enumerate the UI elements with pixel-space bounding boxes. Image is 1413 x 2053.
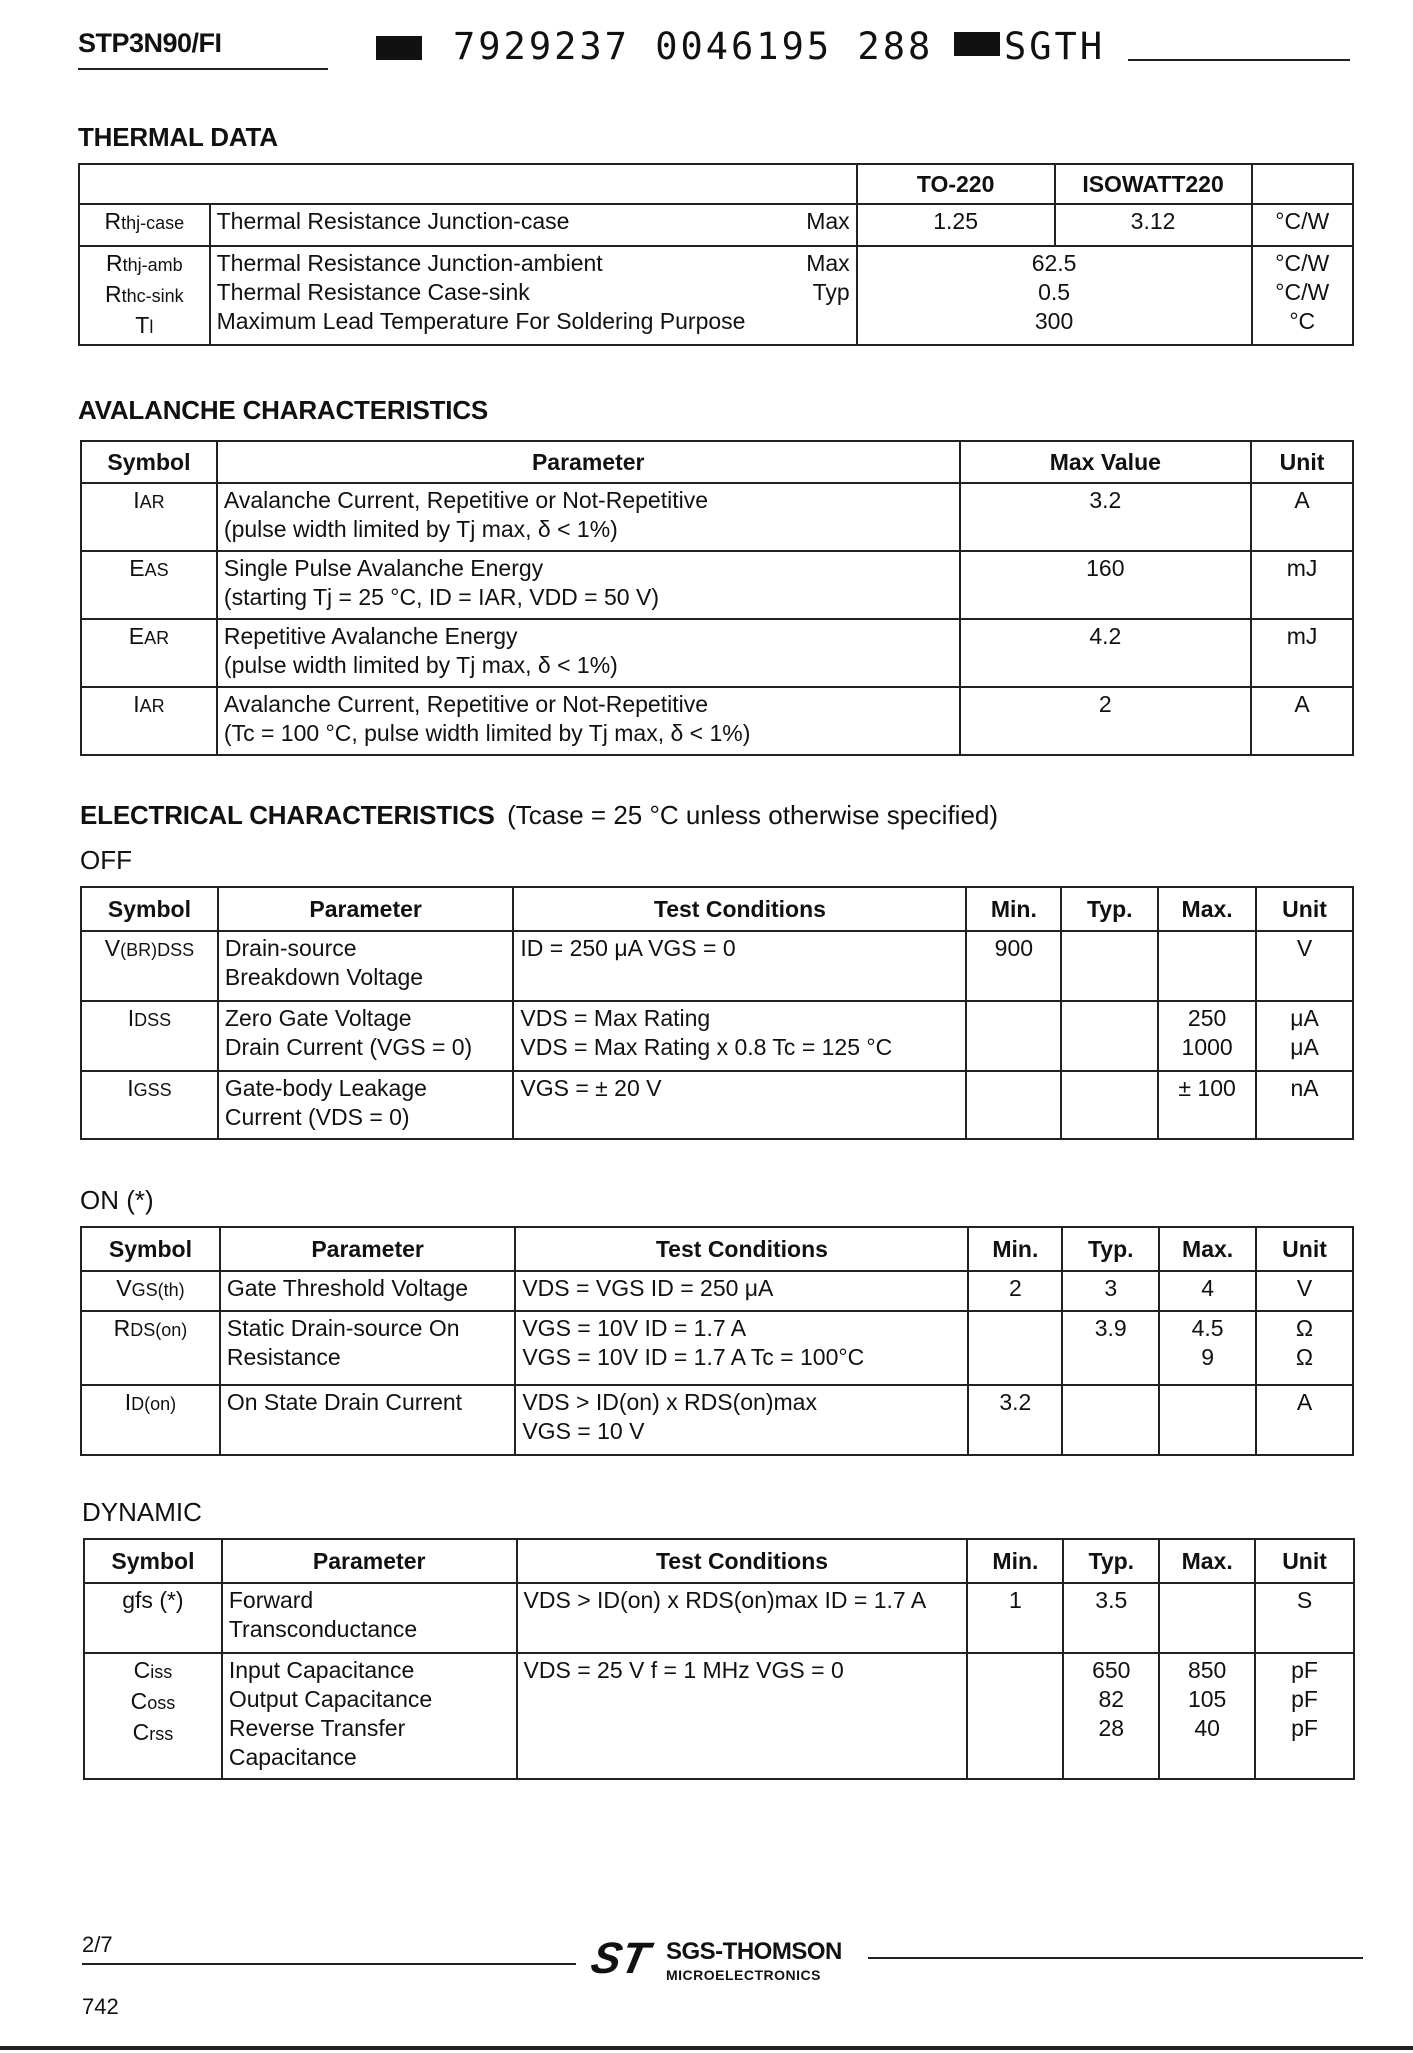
off-typ bbox=[1061, 1001, 1158, 1071]
thermal-unit: °C/W bbox=[1252, 204, 1354, 246]
footer-rule-left bbox=[82, 1963, 576, 1965]
off-col-unit: Unit bbox=[1256, 887, 1353, 931]
thermal-symbols: Rthj-amb Rthc-sink Tl bbox=[79, 246, 210, 345]
dyn-min: 1 bbox=[967, 1583, 1063, 1653]
page-number: 2/7 bbox=[82, 1932, 113, 1957]
off-symbol: IDSS bbox=[81, 1001, 218, 1071]
avalanche-value: 3.2 bbox=[960, 483, 1252, 551]
thermal-param: Thermal Resistance Junction-case Max bbox=[210, 204, 857, 246]
cap-typ: 650 82 28 bbox=[1063, 1653, 1159, 1779]
on-col-unit: Unit bbox=[1256, 1227, 1353, 1271]
off-col-test: Test Conditions bbox=[513, 887, 966, 931]
thermal-iso-value: 3.12 bbox=[1055, 204, 1252, 246]
company-division: MICROELECTRONICS bbox=[666, 1967, 821, 1983]
footer-rule-right bbox=[868, 1957, 1363, 1959]
on-unit: Ω Ω bbox=[1256, 1311, 1353, 1385]
on-max bbox=[1159, 1385, 1256, 1455]
dyn-test: VDS > ID(on) x RDS(on)max ID = 1.7 A bbox=[517, 1583, 968, 1653]
dynamic-table bbox=[83, 1538, 1355, 1780]
dyn-col-symbol: Symbol bbox=[84, 1539, 222, 1583]
on-param: Static Drain-source On Resistance bbox=[220, 1311, 515, 1385]
avalanche-symbol: IAR bbox=[81, 687, 217, 755]
on-typ bbox=[1062, 1385, 1159, 1455]
on-symbol: ID(on) bbox=[81, 1385, 220, 1455]
avalanche-table bbox=[80, 440, 1354, 756]
off-typ bbox=[1061, 1071, 1158, 1139]
table-row bbox=[81, 687, 1353, 755]
table-row bbox=[84, 1583, 1354, 1653]
avalanche-unit: A bbox=[1251, 687, 1353, 755]
off-unit: μA μA bbox=[1256, 1001, 1353, 1071]
on-max: 4.5 9 bbox=[1159, 1311, 1256, 1385]
off-test: ID = 250 μA VGS = 0 bbox=[513, 931, 966, 1001]
avalanche-col-max: Max Value bbox=[960, 441, 1252, 483]
off-col-parameter: Parameter bbox=[218, 887, 513, 931]
off-test: VDS = Max Rating VDS = Max Rating x 0.8 Tc = 125 °C bbox=[513, 1001, 966, 1071]
off-min: 900 bbox=[966, 931, 1061, 1001]
dyn-col-min: Min. bbox=[967, 1539, 1063, 1583]
avalanche-title: AVALANCHE CHARACTERISTICS bbox=[78, 395, 489, 425]
avalanche-unit: mJ bbox=[1251, 551, 1353, 619]
on-param: Gate Threshold Voltage bbox=[220, 1271, 515, 1311]
brand-code: SGTH bbox=[1004, 25, 1106, 68]
avalanche-value: 4.2 bbox=[960, 619, 1252, 687]
off-max: 250 1000 bbox=[1158, 1001, 1256, 1071]
dyn-col-test: Test Conditions bbox=[517, 1539, 968, 1583]
thermal-table bbox=[78, 163, 1354, 346]
avalanche-col-unit: Unit bbox=[1251, 441, 1353, 483]
dyn-max bbox=[1159, 1583, 1255, 1653]
on-symbol: VGS(th) bbox=[81, 1271, 220, 1311]
cap-params: Input Capacitance Output Capacitance Reverse Transfer Capacitance bbox=[222, 1653, 517, 1779]
on-symbol: RDS(on) bbox=[81, 1311, 220, 1385]
off-col-typ: Typ. bbox=[1061, 887, 1158, 931]
table-row bbox=[81, 1385, 1353, 1455]
on-test: VDS = VGS ID = 250 μA bbox=[515, 1271, 968, 1311]
electrical-title: ELECTRICAL CHARACTERISTICS bbox=[80, 800, 495, 830]
avalanche-value: 2 bbox=[960, 687, 1252, 755]
table-row bbox=[81, 619, 1353, 687]
page-bottom-rule bbox=[0, 2046, 1413, 2050]
off-param: Drain-source Breakdown Voltage bbox=[218, 931, 513, 1001]
table-row bbox=[81, 931, 1353, 1001]
header-rule bbox=[78, 68, 328, 70]
off-symbol: V(BR)DSS bbox=[81, 931, 218, 1001]
on-unit: V bbox=[1256, 1271, 1353, 1311]
electrical-title-line bbox=[80, 800, 998, 831]
avalanche-col-symbol: Symbol bbox=[81, 441, 217, 483]
off-param: Gate-body Leakage Current (VDS = 0) bbox=[218, 1071, 513, 1139]
dyn-typ: 3.5 bbox=[1063, 1583, 1159, 1653]
thermal-data-title: THERMAL DATA bbox=[78, 122, 278, 152]
on-col-parameter: Parameter bbox=[220, 1227, 515, 1271]
col-to220: TO-220 bbox=[857, 164, 1055, 204]
table-row bbox=[81, 1071, 1353, 1139]
on-min: 2 bbox=[968, 1271, 1062, 1311]
dyn-col-max: Max. bbox=[1159, 1539, 1255, 1583]
on-col-symbol: Symbol bbox=[81, 1227, 220, 1271]
dyn-param: Forward Transconductance bbox=[222, 1583, 517, 1653]
table-row bbox=[81, 1001, 1353, 1071]
barcode-block-right bbox=[954, 32, 1000, 56]
cap-min bbox=[967, 1653, 1063, 1779]
cap-test: VDS = 25 V f = 1 MHz VGS = 0 bbox=[517, 1653, 968, 1779]
on-table bbox=[80, 1226, 1354, 1456]
thermal-units: °C/W °C/W °C bbox=[1252, 246, 1354, 345]
avalanche-param: Single Pulse Avalanche Energy (starting Tj = 25 °C, ID = IAR, VDD = 50 V) bbox=[217, 551, 960, 619]
on-min: 3.2 bbox=[968, 1385, 1062, 1455]
cap-max: 850 105 40 bbox=[1159, 1653, 1255, 1779]
avalanche-unit: A bbox=[1251, 483, 1353, 551]
col-isowatt220: ISOWATT220 bbox=[1055, 164, 1252, 204]
off-unit: V bbox=[1256, 931, 1353, 1001]
dyn-unit: S bbox=[1255, 1583, 1354, 1653]
table-row bbox=[81, 1311, 1353, 1385]
avalanche-col-parameter: Parameter bbox=[217, 441, 960, 483]
table-row bbox=[84, 1653, 1354, 1779]
avalanche-symbol: IAR bbox=[81, 483, 217, 551]
off-col-max: Max. bbox=[1158, 887, 1256, 931]
off-col-symbol: Symbol bbox=[81, 887, 218, 931]
dyn-col-unit: Unit bbox=[1255, 1539, 1354, 1583]
off-param: Zero Gate Voltage Drain Current (VGS = 0) bbox=[218, 1001, 513, 1071]
electrical-subtitle: (Tcase = 25 °C unless otherwise specified) bbox=[507, 800, 999, 830]
on-min bbox=[968, 1311, 1062, 1385]
cap-unit: pF pF pF bbox=[1255, 1653, 1354, 1779]
st-logo: ST bbox=[586, 1934, 654, 1983]
on-col-min: Min. bbox=[968, 1227, 1062, 1271]
off-test: VGS = ± 20 V bbox=[513, 1071, 966, 1139]
off-table bbox=[80, 886, 1354, 1140]
on-label: ON (*) bbox=[80, 1185, 154, 1215]
cap-symbols: Ciss Coss Crss bbox=[84, 1653, 222, 1779]
header-rule-right bbox=[1128, 59, 1350, 61]
on-param: On State Drain Current bbox=[220, 1385, 515, 1455]
avalanche-param: Repetitive Avalanche Energy (pulse width limited by Tj max, δ < 1%) bbox=[217, 619, 960, 687]
on-test: VDS > ID(on) x RDS(on)max VGS = 10 V bbox=[515, 1385, 968, 1455]
avalanche-symbol: EAS bbox=[81, 551, 217, 619]
table-row bbox=[81, 483, 1353, 551]
dynamic-label: DYNAMIC bbox=[82, 1497, 202, 1527]
off-unit: nA bbox=[1256, 1071, 1353, 1139]
avalanche-symbol: EAR bbox=[81, 619, 217, 687]
on-col-typ: Typ. bbox=[1062, 1227, 1159, 1271]
thermal-to220-value: 1.25 bbox=[857, 204, 1055, 246]
table-row bbox=[81, 551, 1353, 619]
document-number: 742 bbox=[82, 1994, 119, 2019]
table-row bbox=[81, 1271, 1353, 1311]
off-min bbox=[966, 1071, 1061, 1139]
on-col-max: Max. bbox=[1159, 1227, 1256, 1271]
dyn-symbol: gfs (*) bbox=[84, 1583, 222, 1653]
avalanche-unit: mJ bbox=[1251, 619, 1353, 687]
thermal-shared-values: 62.5 0.5 300 bbox=[857, 246, 1252, 345]
part-number: STP3N90/FI bbox=[78, 28, 222, 58]
dyn-col-typ: Typ. bbox=[1063, 1539, 1159, 1583]
on-unit: A bbox=[1256, 1385, 1353, 1455]
company-name: SGS-THOMSON bbox=[666, 1938, 842, 1965]
avalanche-param: Avalanche Current, Repetitive or Not-Repetitive (pulse width limited by Tj max, δ < 1%) bbox=[217, 483, 960, 551]
avalanche-value: 160 bbox=[960, 551, 1252, 619]
on-test: VGS = 10V ID = 1.7 A VGS = 10V ID = 1.7 A Tc = 100°C bbox=[515, 1311, 968, 1385]
off-label: OFF bbox=[80, 845, 132, 875]
off-max: ± 100 bbox=[1158, 1071, 1256, 1139]
on-typ: 3 bbox=[1062, 1271, 1159, 1311]
on-typ: 3.9 bbox=[1062, 1311, 1159, 1385]
dyn-col-parameter: Parameter bbox=[222, 1539, 517, 1583]
off-max bbox=[1158, 931, 1256, 1001]
off-symbol: IGSS bbox=[81, 1071, 218, 1139]
off-min bbox=[966, 1001, 1061, 1071]
thermal-params: Thermal Resistance Junction-ambient Max Thermal Resistance Case-sink Typ Maximum Lead Temperature For Soldering Purpose bbox=[210, 246, 857, 345]
on-max: 4 bbox=[1159, 1271, 1256, 1311]
barcode-text: 7929237 0046195 288 bbox=[453, 25, 934, 68]
off-col-min: Min. bbox=[966, 887, 1061, 931]
thermal-sym-rthj-case: Rthj-case bbox=[79, 204, 210, 246]
on-col-test: Test Conditions bbox=[515, 1227, 968, 1271]
off-typ bbox=[1061, 931, 1158, 1001]
barcode-block-left bbox=[376, 36, 422, 60]
avalanche-param: Avalanche Current, Repetitive or Not-Repetitive (Tc = 100 °C, pulse width limited by Tj max, δ < 1%) bbox=[217, 687, 960, 755]
